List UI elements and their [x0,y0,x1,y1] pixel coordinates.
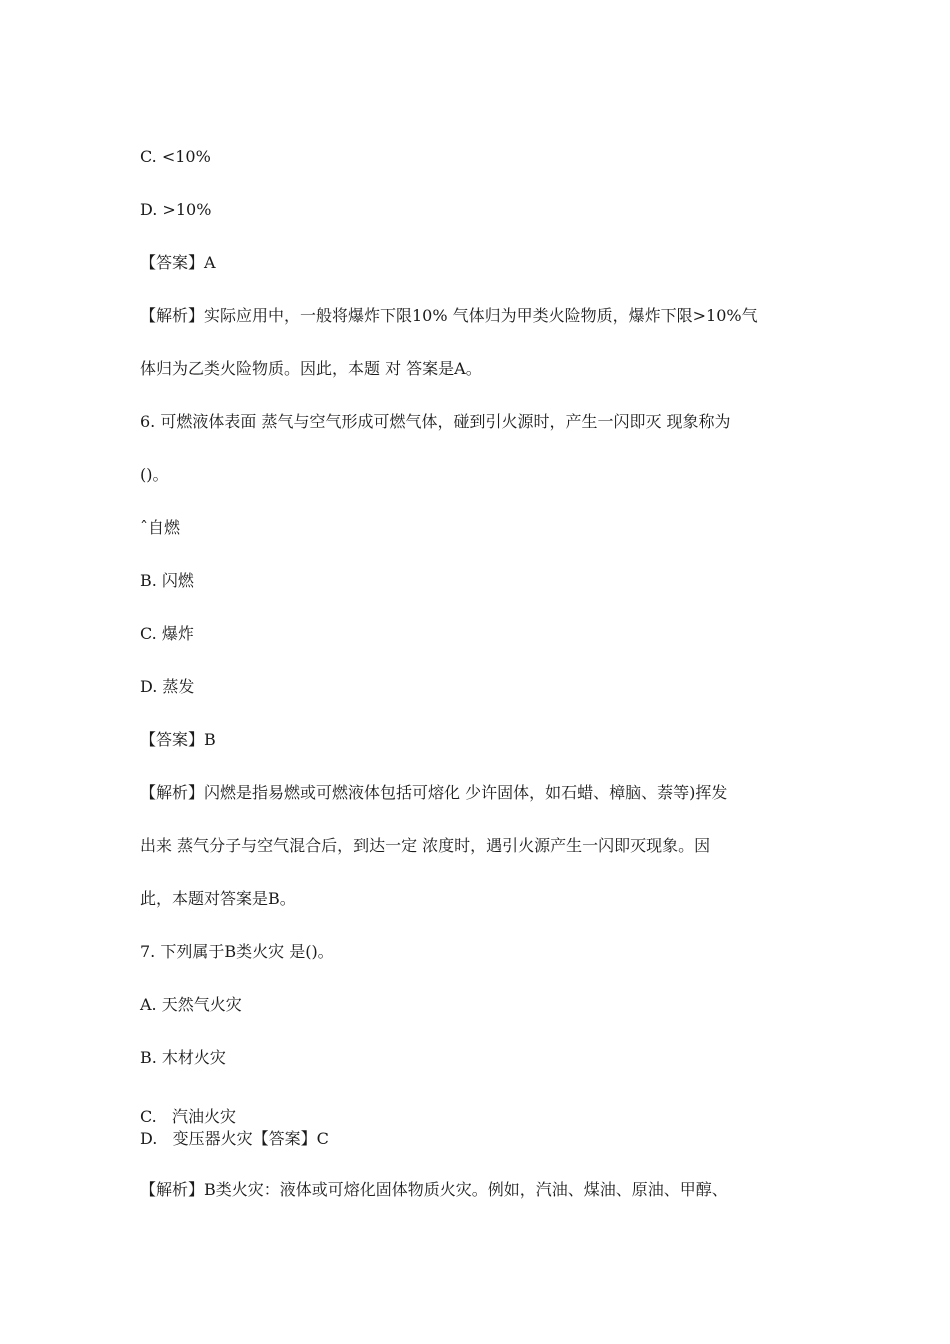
question-6-option-a: ˆ自燃 [140,518,181,537]
analysis-6-line-3: 此，本题对答案是B。 [140,889,296,908]
question-7-option-c: C. 汽油火灾 [140,1107,237,1126]
analysis-5-line-2: 体归为乙类火险物质。因此，本题 对 答案是A。 [140,359,482,378]
question-7-option-a: A. 天然气火灾 [140,995,242,1014]
analysis-7-line-1: 【解析】B类火灾：液体或可熔化固体物质火灾。例如，汽油、煤油、原油、甲醇、 [140,1180,728,1199]
question-6-option-b: B. 闪燃 [140,571,194,590]
question-6-line-1: 6. 可燃液体表面 蒸气与空气形成可燃气体，碰到引火源时，产生一闪即灭 现象称为 [140,412,731,431]
answer-6: 【答案】B [140,730,216,749]
analysis-5-line-1: 【解析】实际应用中，一般将爆炸下限10% 气体归为甲类火险物质，爆炸下限>10%气 [140,306,758,325]
question-6-option-d: D. 蒸发 [140,677,195,696]
question-7: 7. 下列属于B类火灾 是()。 [140,942,334,961]
option-c-prev: C. <10% [140,147,211,166]
question-6-option-c: C. 爆炸 [140,624,194,643]
analysis-6-line-1: 【解析】闪燃是指易燃或可燃液体包括可熔化 少许固体，如石蜡、樟脑、萘等)挥发 [140,783,728,802]
option-d-prev: D. >10% [140,200,212,219]
analysis-6-line-2: 出来 蒸气分子与空气混合后，到达一定 浓度时，遇引火源产生一闪即灭现象。因 [140,836,711,855]
question-7-option-d-answer: D. 变压器火灾【答案】C [140,1129,329,1148]
question-6-line-2: ()。 [140,465,169,484]
answer-5: 【答案】A [140,253,216,272]
question-7-option-b: B. 木材火灾 [140,1048,226,1067]
